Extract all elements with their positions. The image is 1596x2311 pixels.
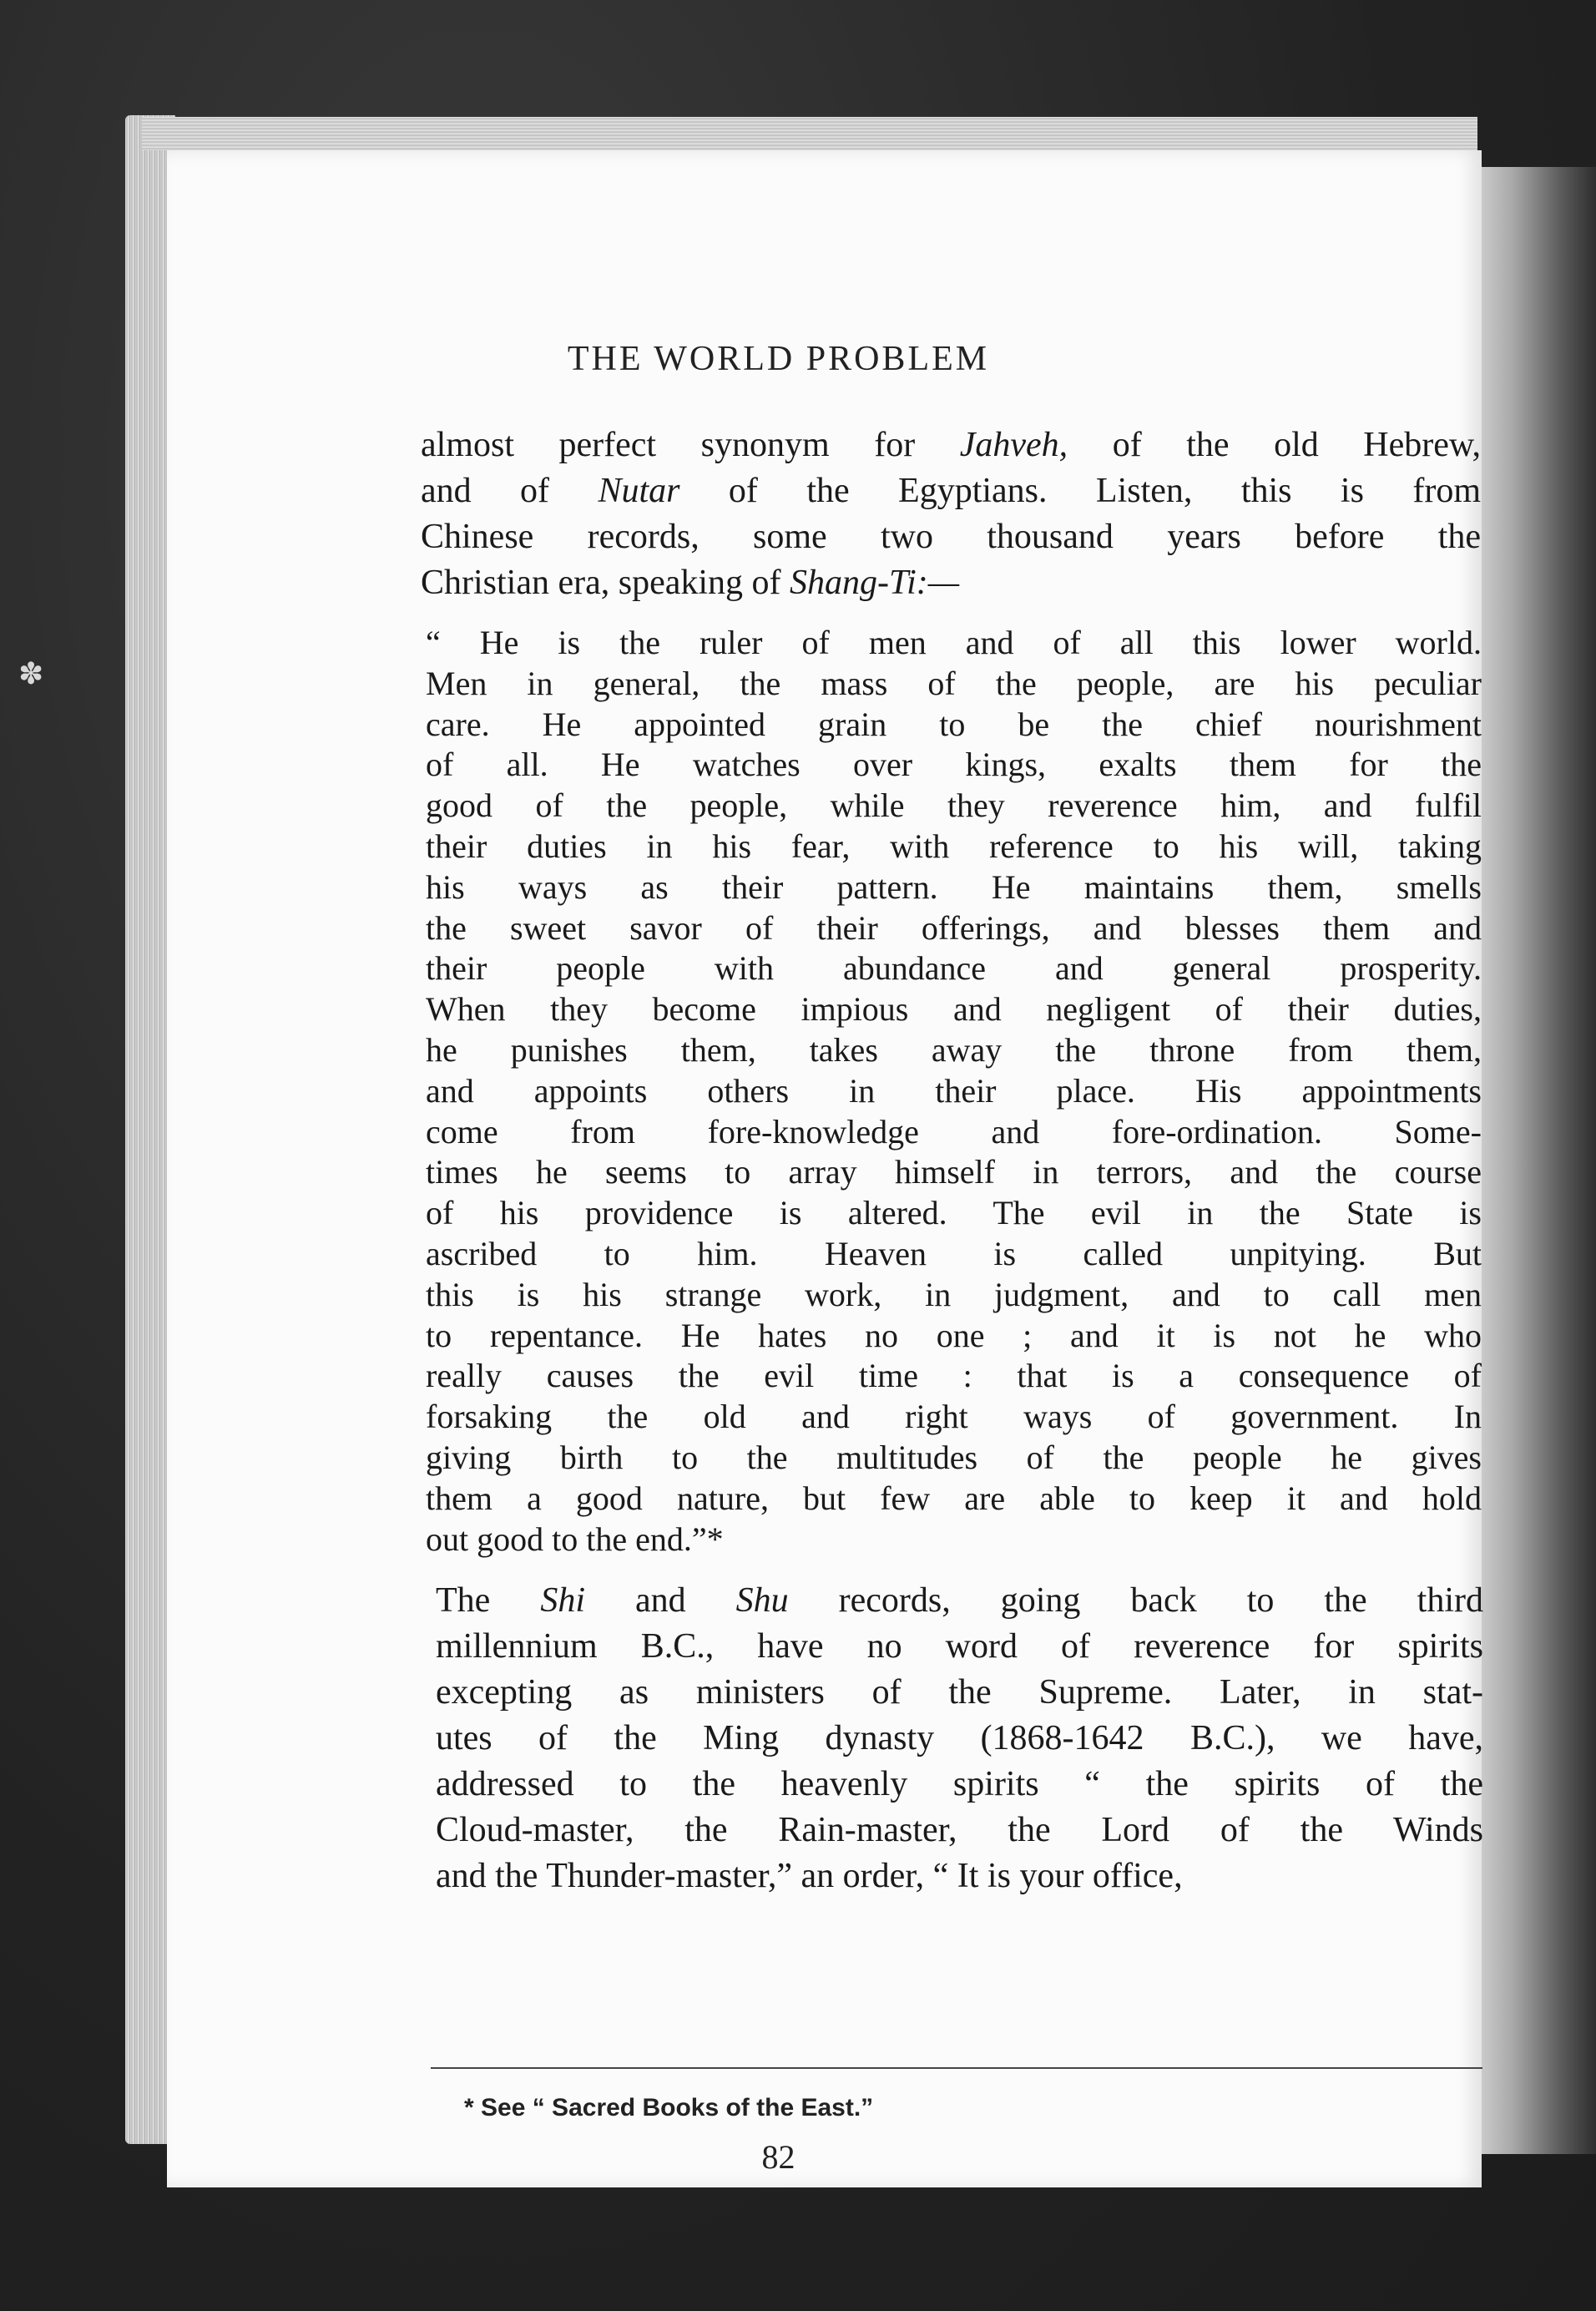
text-line: Chinese records, some two thousand years before the: [421, 518, 1481, 556]
quote-paragraph: [426, 623, 1482, 1560]
text-line: this is his strange work, in judgment, and to call men: [426, 1275, 1482, 1313]
scan-speck: ✽: [18, 657, 44, 691]
text-line: ascribed to him. Heaven is called unpitying. But: [426, 1234, 1482, 1272]
footnote: * See “ Sacred Books of the East.”: [464, 2094, 874, 2121]
text-line: almost perfect synonym for Jahveh, of the old Hebrew,: [421, 426, 1481, 464]
page-number: 82: [761, 2138, 795, 2176]
text-line: to repentance. He hates no one ; and it is not he who: [426, 1316, 1482, 1354]
intro-paragraph: [421, 422, 1481, 606]
page-edge-top: [142, 117, 1477, 150]
text-line: of his providence is altered. The evil in the State is: [426, 1194, 1482, 1232]
text-line: and of Nutar of the Egyptians. Listen, this is from: [421, 472, 1481, 510]
text-line: really causes the evil time : that is a consequence of: [426, 1357, 1482, 1395]
book-binding: [1477, 167, 1596, 2154]
text-line: them a good nature, but few are able to keep it and hold: [426, 1479, 1482, 1517]
text-line: out good to the end.”*: [426, 1520, 724, 1558]
text-line: giving birth to the multitudes of the people he gives: [426, 1438, 1482, 1476]
text-line: utes of the Ming dynasty (1868-1642 B.C.), we have,: [436, 1719, 1483, 1757]
text-line: their people with abundance and general prosperity.: [426, 949, 1482, 988]
text-line: of all. He watches over kings, exalts them for the: [426, 746, 1482, 784]
text-line: Christian era, speaking of Shang-Ti:—: [421, 564, 960, 602]
text-line: care. He appointed grain to be the chief nourishment: [426, 705, 1482, 743]
text-line: “ He is the ruler of men and of all this lower world.: [426, 624, 1482, 661]
text-line: their duties in his fear, with reference to his will, taking: [426, 827, 1482, 865]
text-line: come from fore-knowledge and fore-ordination. Some-: [426, 1112, 1482, 1150]
text-line: excepting as ministers of the Supreme. Later, in stat-: [436, 1673, 1483, 1712]
text-line: and appoints others in their place. His appointments: [426, 1071, 1482, 1110]
text-line: Men in general, the mass of the people, are his peculiar: [426, 664, 1482, 702]
text-line: addressed to the heavenly spirits “ the spirits of the: [436, 1765, 1483, 1803]
shi-shu-paragraph: [436, 1578, 1483, 1899]
text-line: When they become impious and negligent of their duties,: [426, 990, 1482, 1029]
text-line: times he seems to array himself in terrors, and the course: [426, 1153, 1482, 1191]
footnote-rule: [431, 2067, 1482, 2069]
running-head: THE WORLD PROBLEM: [567, 340, 990, 378]
text-line: good of the people, while they reverence him, and fulfil: [426, 786, 1482, 825]
text-line: his ways as their pattern. He maintains them, smells: [426, 867, 1482, 906]
text-line: Cloud-master, the Rain-master, the Lord of the Winds: [436, 1811, 1483, 1849]
text-line: millennium B.C., have no word of reverence for spirits: [436, 1627, 1483, 1666]
book-page: [167, 150, 1482, 2187]
text-line: The Shi and Shu records, going back to the third: [436, 1581, 1483, 1620]
text-line: forsaking the old and right ways of government. In: [426, 1398, 1482, 1436]
text-line: and the Thunder-master,” an order, “ It is your office,: [436, 1857, 1183, 1895]
text-line: he punishes them, takes away the throne from them,: [426, 1030, 1482, 1069]
text-line: the sweet savor of their offerings, and blesses them and: [426, 908, 1482, 947]
